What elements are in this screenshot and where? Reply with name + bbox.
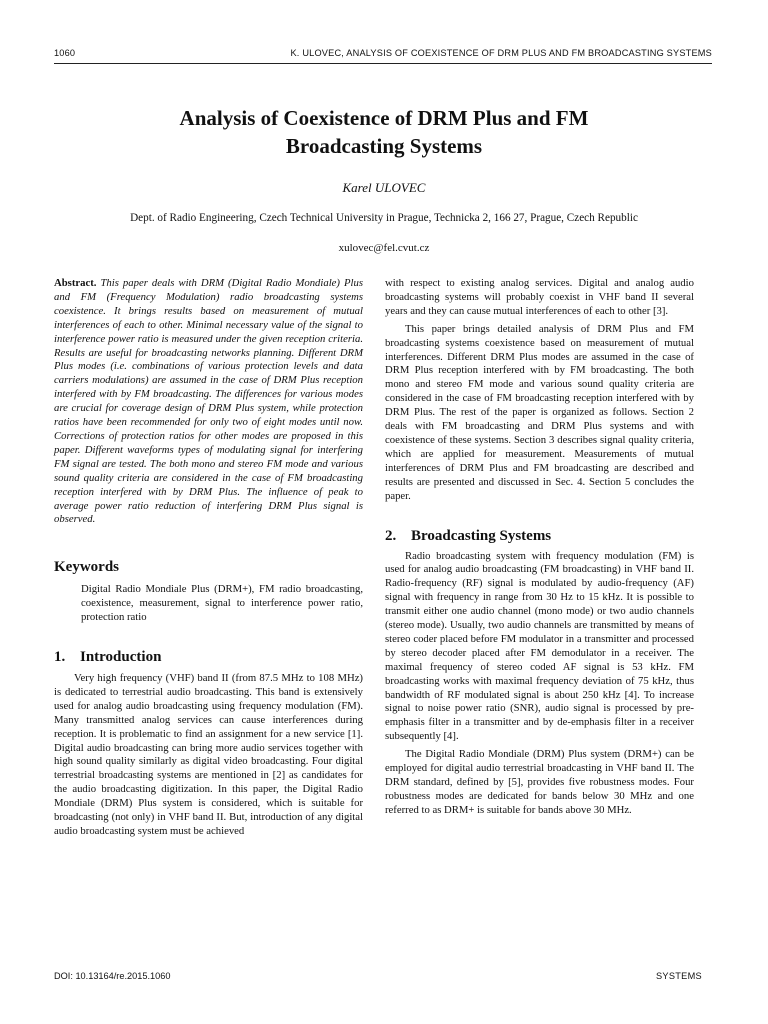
running-header: [54, 46, 712, 62]
left-column: [54, 277, 363, 839]
introduction-paragraph-2: This paper brings detailed analysis of DRM Plus and FM broadcasting systems coexistence based on measurement of mutual interferences. Different DRM Plus modes are assumed in the case of DRM Plus reception interfered with by FM broadcasting. The both mono and stereo FM mode and various sound quality criteria are considered in the case of FM broadcasting reception interfered with by DRM Plus. The rest of the paper is organized as follows. Section 2 deals with FM broadcasting and DRM Plus systems and with coexistence of these systems. Section 3 describes signal quality criteria, which are applied for measurement. Measurements of mutual interferences of DRM Plus and FM broadcasting are described and results are presented and discussed in Sec. 4. Section 5 concludes the paper.: [385, 322, 694, 502]
introduction-paragraph: Very high frequency (VHF) band II (from 87.5 MHz to 108 MHz) is dedicated to terrestrial audio broadcasting. This band is extensively used for analog audio broadcasting using frequency modulation (FM). Many transmitted analog services can cause interferences during reception. It is problematic to find an assignment for a new service [1]. Digital audio broadcasting can bring more audio services together with high sound quality similarly as digital video broadcasting. Four digital terrestrial broadcasting systems are mentioned in [2] as candidates for the audio broadcasting digitization. In this paper, the Digital Radio Mondiale (DRM) Plus system is considered, which is suitable for broadcasting (not only) in VHF band II. But, introduction of any digital audio broadcasting system must be achieved: [54, 672, 363, 837]
right-column: [385, 277, 694, 818]
running-title: K. ULOVEC, ANALYSIS OF COEXISTENCE OF DRM PLUS AND FM BROADCASTING SYSTEMS: [290, 48, 712, 58]
section-2-title: Broadcasting Systems: [411, 527, 552, 544]
doi: DOI: 10.13164/re.2015.1060: [54, 971, 171, 981]
page-number: 1060: [54, 48, 76, 58]
header-rule: [54, 63, 712, 64]
introduction-number: 1.: [54, 649, 66, 666]
paper-title-line-1: Analysis of Coexistence of DRM Plus and FM: [179, 106, 589, 130]
footer-section-label: SYSTEMS: [655, 971, 702, 981]
abstract: [54, 277, 363, 527]
keywords-heading: Keywords: [54, 559, 119, 576]
paper-title: [60, 104, 708, 160]
author-name: Karel ULOVEC: [342, 180, 426, 195]
author-email: xulovec@fel.cvut.cz: [338, 242, 430, 254]
introduction-continued: with respect to existing analog services. Digital and analog audio broadcasting systems will probably coexist in VHF band II several years and they can cause mutual interferences of each to other [3].: [385, 277, 694, 317]
section-2-heading: [385, 526, 694, 546]
keywords-text: Digital Radio Mondiale Plus (DRM+), FM radio broadcasting, coexistence, measurement, signal to interference power ratio, protection ratio: [81, 583, 363, 624]
introduction-title: Introduction: [80, 649, 162, 666]
paper-title-line-2: Broadcasting Systems: [285, 134, 483, 158]
abstract-text: This paper deals with DRM (Digital Radio Mondiale) Plus and FM (Frequency Modulation) radio broadcasting systems coexistence. It brings results based on measurement of mutual interferences of each to other. Minimal necessary value of the signal to interference power ratio is measured under the given reception criteria. Results are useful for broadcasting networks planning. Different DRM Plus modes (i.e. combinations of various protection levels and data carriers modulations) are assumed in the case of DRM Plus reception interfered with by FM broadcasting. The differences for various modes are crucial for coverage design of DRM Plus system, while protection ratios have been recommended for only two of eight modes until now. Corrections of protection ratios for other modes are proposed in this paper. Different waveforms types of modulating signal for interfering FM signal are tested. The both mono and stereo FM mode and various sound quality criteria are considered in the case of FM broadcasting reception interfered with by DRM Plus. The influence of peak to average power ratio reduction of interfering DRM Plus signal is observed.: [54, 277, 363, 526]
section-2-paragraph-1: Radio broadcasting system with frequency modulation (FM) is used for analog audio broadcasting (FM broadcasting) in VHF band II. Radio-frequency (RF) signal is modulated by audio-frequency (AF) signal with frequency in range from 30 Hz to 15 kHz. It is possible to transmit either one audio channel (mono mode) or two audio channels (stereo mode). Usually, two audio channels are transmitted by means of stereo coder placed before FM modulator in a transmitter and processed by stereo decoder placed after FM demodulator in a receiver. The maximal frequency of stereo coded AF signal is 53 kHz. FM broadcasting works with maximal frequency deviation of 75 kHz, thus bandwidth of RF modulated signal is about 250 kHz [4]. To increase signal to noise power ratio (SNR), audio signal is processed by pre-emphasis filter in a transmitter and by de-emphasis filter in a receiver subsequently [4].: [385, 549, 694, 743]
introduction-heading: [54, 647, 363, 667]
author-affiliation: Dept. of Radio Engineering, Czech Technical University in Prague, Technicka 2, 166 27, Prague, Czech Republic: [130, 212, 638, 224]
section-2-number: 2.: [385, 527, 397, 544]
abstract-label: Abstract.: [54, 277, 97, 289]
section-2-paragraph-2: The Digital Radio Mondiale (DRM) Plus system (DRM+) can be employed for digital audio terrestrial broadcasting in VHF band II. The DRM standard, defined by [5], provides five robustness modes. Four robustness modes are dedicated for bands below 30 MHz and one referred to as DRM+ is suitable for bands above 30 MHz.: [385, 748, 694, 816]
